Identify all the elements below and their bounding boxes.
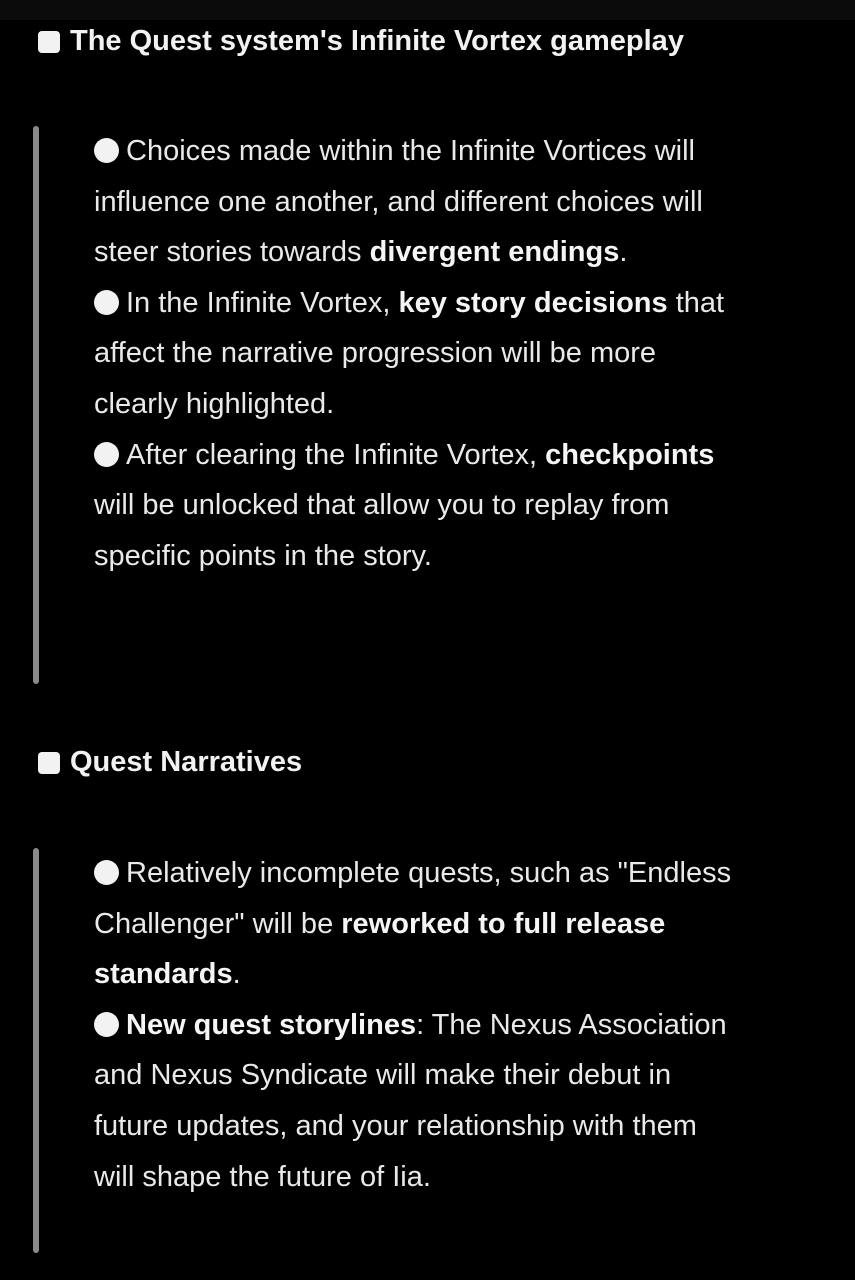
section-heading-quest-narratives: [38, 746, 302, 779]
quote-block-quest-narratives: [94, 848, 744, 1202]
black-circle-icon: [94, 1012, 119, 1037]
quote-bar: [33, 126, 39, 684]
section-heading-text: The Quest system's Infinite Vortex gameplay: [70, 25, 684, 57]
black-circle-icon: [94, 860, 119, 885]
list-item: After clearing the Infinite Vortex, checkpoints will be unlocked that allow you to replay from specific points in the story.: [94, 438, 715, 572]
section-heading-text: Quest Narratives: [70, 746, 303, 778]
list-item: In the Infinite Vortex, key story decisions that affect the narrative progression will be more clearly highlighted.: [94, 286, 725, 420]
list-item: Relatively incomplete quests, such as "Endless Challenger" will be reworked to full release standards.: [94, 857, 732, 991]
top-bar: [0, 0, 855, 20]
section-heading-infinite-vortex: [38, 25, 684, 58]
black-circle-icon: [94, 442, 119, 467]
quote-bar: [33, 848, 39, 1253]
white-square-icon: [38, 752, 60, 774]
quote-block-infinite-vortex: [94, 126, 744, 581]
list-item: New quest storylines: The Nexus Association and Nexus Syndicate will make their debut in future updates, and your relationship with them will shape the future of Iia.: [94, 1008, 727, 1193]
black-circle-icon: [94, 290, 119, 315]
white-square-icon: [38, 31, 60, 53]
black-circle-icon: [94, 138, 119, 163]
list-item: Choices made within the Infinite Vortices will influence one another, and different choices will steer stories towards divergent endings.: [94, 135, 703, 269]
